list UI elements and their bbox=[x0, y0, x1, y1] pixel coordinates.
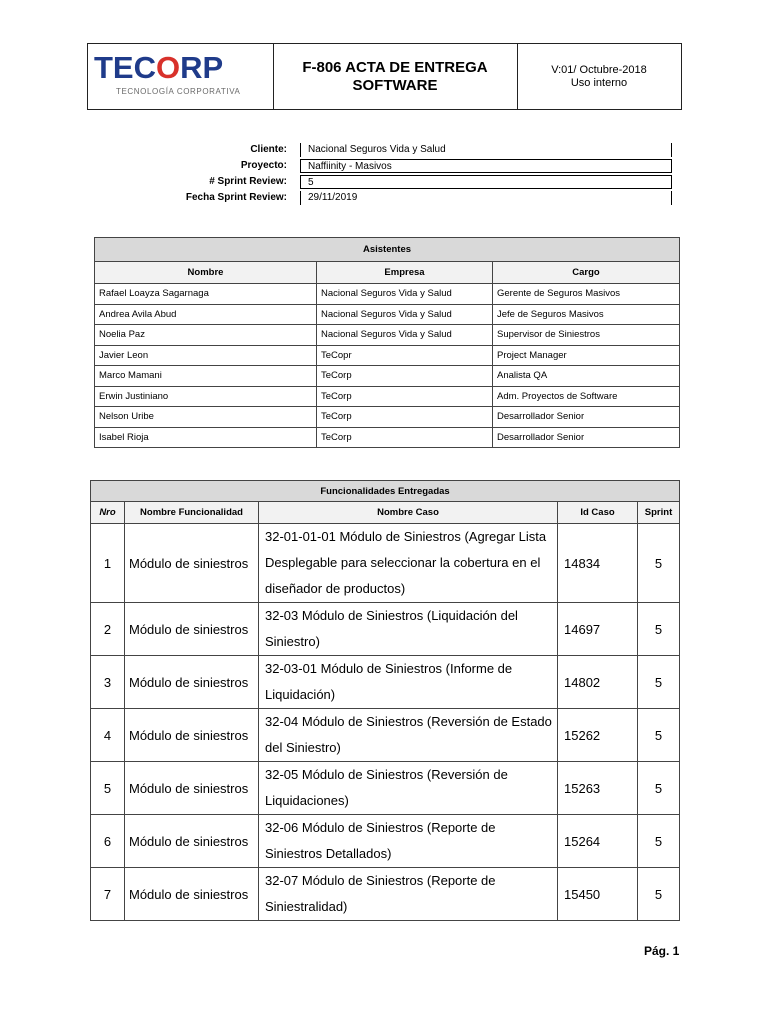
asistente-cargo: Jefe de Seguros Masivos bbox=[493, 304, 680, 325]
cliente-label: Cliente: bbox=[250, 144, 287, 155]
asistente-nombre: Andrea Avila Abud bbox=[95, 304, 317, 325]
caso-id: 15450 bbox=[558, 868, 638, 921]
row-number: 5 bbox=[91, 762, 125, 815]
funcionalidad-name: Módulo de siniestros bbox=[125, 815, 259, 868]
funcionalidad-name: Módulo de siniestros bbox=[125, 868, 259, 921]
proyecto-label: Proyecto: bbox=[240, 160, 287, 171]
column-header: Nombre bbox=[95, 262, 317, 284]
usage-text: Uso interno bbox=[570, 76, 628, 89]
table-row bbox=[95, 407, 680, 428]
cliente-value: Nacional Seguros Vida y Salud bbox=[300, 143, 672, 157]
asistente-cargo: Desarrollador Senior bbox=[493, 427, 680, 448]
caso-name: 32-06 Módulo de Siniestros (Reporte de Siniestros Detallados) bbox=[259, 815, 558, 868]
funcionalidad-name: Módulo de siniestros bbox=[125, 524, 259, 603]
table-row bbox=[91, 524, 680, 603]
asistente-nombre: Erwin Justiniano bbox=[95, 386, 317, 407]
sprint-number: 5 bbox=[638, 868, 680, 921]
caso-name: 32-07 Módulo de Siniestros (Reporte de Siniestralidad) bbox=[259, 868, 558, 921]
asistente-cargo: Desarrollador Senior bbox=[493, 407, 680, 428]
table-row bbox=[95, 386, 680, 407]
row-number: 6 bbox=[91, 815, 125, 868]
asistente-nombre: Nelson Uribe bbox=[95, 407, 317, 428]
row-number: 2 bbox=[91, 603, 125, 656]
table-row bbox=[91, 603, 680, 656]
sprint-number: 5 bbox=[638, 709, 680, 762]
column-header: Cargo bbox=[493, 262, 680, 284]
document-title bbox=[273, 44, 518, 109]
asistente-empresa: TeCorp bbox=[317, 407, 493, 428]
proyecto-value: Naffiinity - Masivos bbox=[300, 159, 672, 173]
caso-name: 32-05 Módulo de Siniestros (Reversión de Liquidaciones) bbox=[259, 762, 558, 815]
caso-name: 32-03 Módulo de Siniestros (Liquidación del Siniestro) bbox=[259, 603, 558, 656]
column-header: Id Caso bbox=[558, 502, 638, 524]
asistente-empresa: TeCorp bbox=[317, 386, 493, 407]
row-number: 7 bbox=[91, 868, 125, 921]
row-number: 1 bbox=[91, 524, 125, 603]
caso-id: 14697 bbox=[558, 603, 638, 656]
sprint-number: 5 bbox=[638, 524, 680, 603]
funcionalidad-name: Módulo de siniestros bbox=[125, 762, 259, 815]
table-row bbox=[95, 345, 680, 366]
title-line-2: SOFTWARE bbox=[352, 76, 438, 94]
logo-subtitle: TECNOLOGÍA CORPORATIVA bbox=[116, 87, 241, 96]
table-row bbox=[91, 656, 680, 709]
row-number: 4 bbox=[91, 709, 125, 762]
sprint-number: 5 bbox=[638, 603, 680, 656]
asistentes-table bbox=[94, 237, 680, 448]
asistente-empresa: TeCorp bbox=[317, 366, 493, 387]
table-row bbox=[95, 284, 680, 305]
column-header: Nombre Funcionalidad bbox=[125, 502, 259, 524]
column-header: Empresa bbox=[317, 262, 493, 284]
caso-name: 32-01-01-01 Módulo de Siniestros (Agregar Lista Desplegable para seleccionar la cobertura en el diseñador de productos) bbox=[259, 524, 558, 603]
table-row bbox=[91, 868, 680, 921]
page-number: Pág. 1 bbox=[644, 944, 680, 958]
asistente-empresa: Nacional Seguros Vida y Salud bbox=[317, 284, 493, 305]
asistente-cargo: Analista QA bbox=[493, 366, 680, 387]
caso-name: 32-04 Módulo de Siniestros (Reversión de Estado del Siniestro) bbox=[259, 709, 558, 762]
table-row bbox=[91, 815, 680, 868]
caso-name: 32-03-01 Módulo de Siniestros (Informe de Liquidación) bbox=[259, 656, 558, 709]
table-row bbox=[95, 366, 680, 387]
column-header: Nombre Caso bbox=[259, 502, 558, 524]
column-header: Sprint bbox=[638, 502, 680, 524]
table-row bbox=[91, 762, 680, 815]
column-header: Nro bbox=[91, 502, 125, 524]
asistentes-title: Asistentes bbox=[95, 238, 680, 262]
funcionalidad-name: Módulo de siniestros bbox=[125, 603, 259, 656]
asistente-nombre: Javier Leon bbox=[95, 345, 317, 366]
table-row bbox=[95, 325, 680, 346]
funcionalidad-name: Módulo de siniestros bbox=[125, 656, 259, 709]
version-cell bbox=[517, 44, 681, 109]
table-row bbox=[91, 709, 680, 762]
asistente-cargo: Project Manager bbox=[493, 345, 680, 366]
caso-id: 15264 bbox=[558, 815, 638, 868]
fecha-sprint-value: 29/11/2019 bbox=[300, 191, 672, 205]
asistente-cargo: Gerente de Seguros Masivos bbox=[493, 284, 680, 305]
funcionalidades-title: Funcionalidades Entregadas bbox=[91, 481, 680, 502]
asistente-nombre: Noelia Paz bbox=[95, 325, 317, 346]
caso-id: 14834 bbox=[558, 524, 638, 603]
asistente-cargo: Supervisor de Siniestros bbox=[493, 325, 680, 346]
asistente-empresa: Nacional Seguros Vida y Salud bbox=[317, 325, 493, 346]
sprint-review-value: 5 bbox=[300, 175, 672, 189]
caso-id: 15262 bbox=[558, 709, 638, 762]
asistente-empresa: TeCorp bbox=[317, 427, 493, 448]
fecha-sprint-label: Fecha Sprint Review: bbox=[185, 192, 287, 203]
funcionalidades-table bbox=[90, 480, 680, 921]
table-row bbox=[95, 304, 680, 325]
sprint-number: 5 bbox=[638, 815, 680, 868]
version-text: V:01/ Octubre-2018 bbox=[551, 63, 647, 76]
asistente-empresa: TeCopr bbox=[317, 345, 493, 366]
logo-cell bbox=[88, 44, 274, 109]
asistente-cargo: Adm. Proyectos de Software bbox=[493, 386, 680, 407]
table-row bbox=[95, 427, 680, 448]
row-number: 3 bbox=[91, 656, 125, 709]
asistente-nombre: Rafael Loayza Sagarnaga bbox=[95, 284, 317, 305]
caso-id: 14802 bbox=[558, 656, 638, 709]
caso-id: 15263 bbox=[558, 762, 638, 815]
sprint-number: 5 bbox=[638, 656, 680, 709]
asistente-nombre: Marco Mamani bbox=[95, 366, 317, 387]
sprint-review-label: # Sprint Review: bbox=[209, 176, 287, 187]
sprint-number: 5 bbox=[638, 762, 680, 815]
funcionalidad-name: Módulo de siniestros bbox=[125, 709, 259, 762]
asistente-nombre: Isabel Rioja bbox=[95, 427, 317, 448]
document-header bbox=[87, 43, 682, 110]
company-logo: TECORP bbox=[94, 50, 224, 85]
asistente-empresa: Nacional Seguros Vida y Salud bbox=[317, 304, 493, 325]
title-line-1: F-806 ACTA DE ENTREGA bbox=[302, 58, 488, 76]
